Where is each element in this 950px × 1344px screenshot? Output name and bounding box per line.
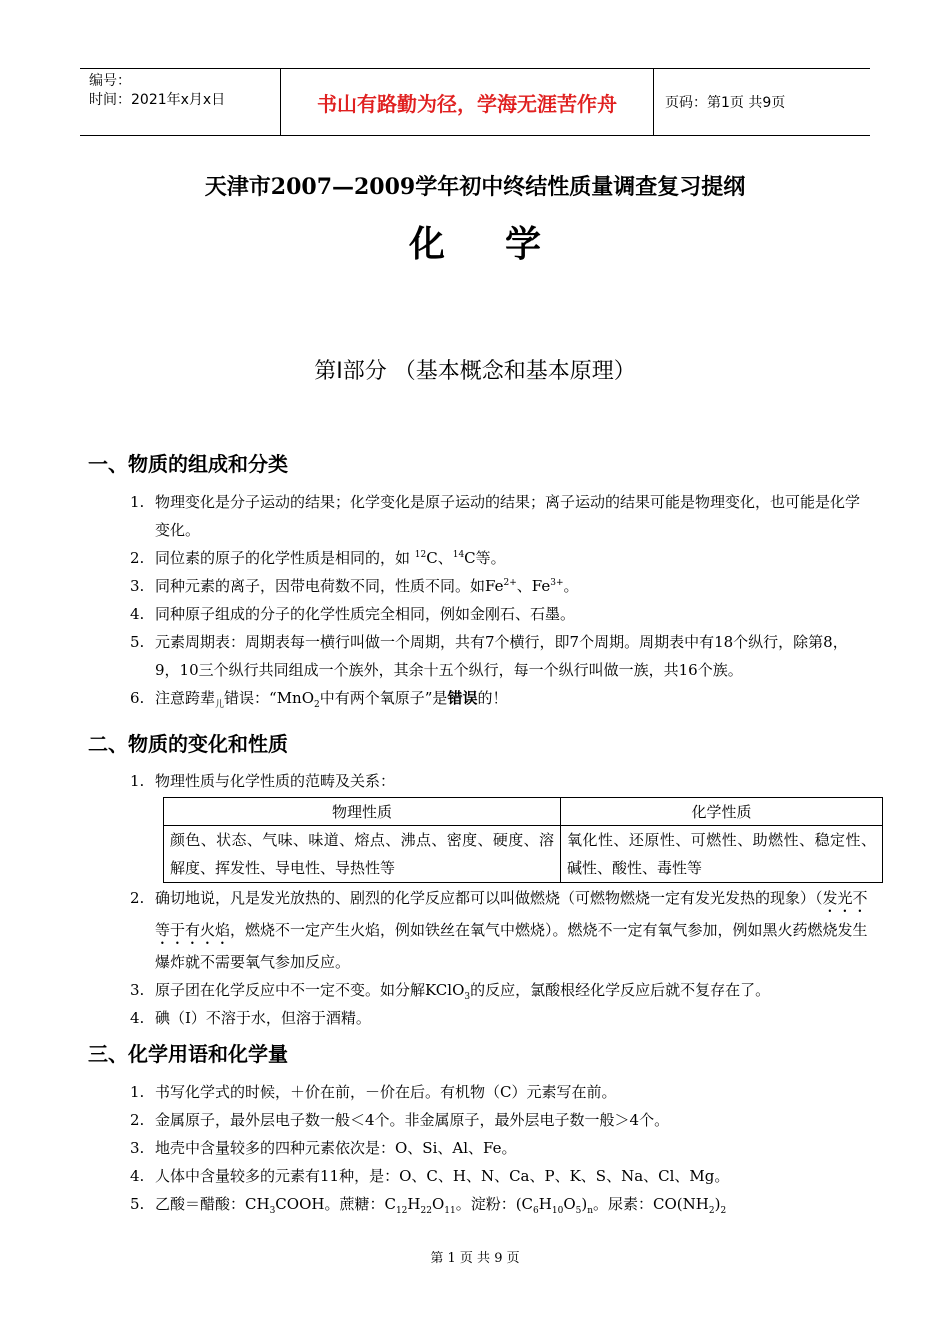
list-item: 5. 乙酸＝醋酸：$CH_3COOH$。蔗糖：$C_{12}H_{22}O_{11}$。淀粉：$(C_6H_{10}O_5)_n$。尿素：$CO(NH_2)_2$	[130, 1195, 727, 1216]
table-cell-chemical: 氧化性、还原性、可燃性、助燃性、稳定性、碱性、酸性、毒性等	[561, 826, 883, 883]
section-heading-2: 二、物质的变化和性质	[88, 732, 288, 756]
list-item: 4. 碘（I）不溶于水，但溶于酒精。	[130, 1009, 371, 1027]
section-heading-1: 一、物质的组成和分类	[88, 452, 288, 476]
table-header-chemical: 化学性质	[561, 798, 883, 826]
list-item: 2. 同位素的原子的化学性质是相同的，如 $^{12}$C、$^{14}$C等。	[130, 549, 506, 567]
section-heading-3: 三、化学用语和化学量	[88, 1042, 288, 1066]
section-2-list-a	[130, 767, 870, 795]
list-item: 4. 人体中含量较多的元素有11种，是：O、C、H、N、Ca、P、K、S、Na、Cl、Mg。	[130, 1167, 730, 1185]
list-item: 1. 物理变化是分子运动的结果；化学变化是原子运动的结果；离子运动的结果可能是物理变化，也可能是化学变化。	[130, 493, 861, 539]
header-meta	[80, 69, 281, 135]
table-header-physical: 物理性质	[164, 798, 561, 826]
list-item: 1. 物理性质与化学性质的范畴及关系：	[130, 772, 396, 790]
document-title: 天津市2007—2009学年初中终结性质量调查复习提纲	[204, 174, 746, 200]
part-title: 第Ⅰ部分 （基本概念和基本原理）	[314, 359, 636, 384]
list-item: 2. 金属原子，最外层电子数一般＜4个。非金属原子，最外层电子数一般＞4个。	[130, 1111, 670, 1129]
section-1-list	[130, 488, 870, 712]
subject-title: 化学	[408, 224, 601, 265]
properties-table	[163, 797, 883, 883]
list-item: 5. 元素周期表：周期表每一横行叫做一个周期，共有7个横行，即7个周期。周期表中有18个纵行，除第8，9，10三个纵行共同组成一个族外，其余十五个纵行，每一个纵行叫做一族，共16个族。	[130, 633, 848, 679]
list-item: 2. 确切地说，凡是发光放热的、剧烈的化学反应都可以叫做燃烧（可燃物燃烧一定有发光发热的现象）（发光不等于有火焰，燃烧不一定产生火焰，例如铁丝在氧气中燃烧）。燃烧不一定有氧气参加，例如黑火药燃烧发生爆炸就不需要氧气参加反应。	[130, 889, 868, 971]
table-cell-physical: 颜色、状态、气味、味道、熔点、沸点、密度、硬度、溶解度、挥发性、导电性、导热性等	[164, 826, 561, 883]
section-3-list	[130, 1078, 870, 1218]
section-2-list-b	[130, 884, 870, 1032]
number-label: 编号：	[89, 73, 131, 89]
header-page-info: 页码：第1页 共9页	[665, 95, 786, 111]
time-label: 时间：2021年x月x日	[89, 92, 226, 108]
list-item: 3. 地壳中含量较多的四种元素依次是：O、Si、Al、Fe。	[130, 1139, 517, 1157]
list-item: 3. 原子团在化学反应中不一定不变。如分解KClO$_3$的反应，氯酸根经化学反应后就不复存在了。	[130, 981, 771, 1002]
page-footer: 第 1 页 共 9 页	[430, 1251, 520, 1266]
list-item: 4. 同种原子组成的分子的化学性质完全相同，例如金刚石、石墨。	[130, 605, 576, 623]
header-motto: 书山有路勤为径，学海无涯苦作舟	[281, 69, 654, 135]
list-item: 1. 书写化学式的时候，＋价在前，－价在后。有机物（C）元素写在前。	[130, 1083, 617, 1101]
list-item: 6. 注意跨辈$_儿$错误：“MnO$_2$中有两个氧原子”是错误的！	[130, 689, 508, 710]
list-item: 3. 同种元素的离子，因带电荷数不同，性质不同。如$Fe^{2+}$、$Fe^{3+}$。	[130, 577, 579, 595]
document-header	[80, 68, 870, 136]
